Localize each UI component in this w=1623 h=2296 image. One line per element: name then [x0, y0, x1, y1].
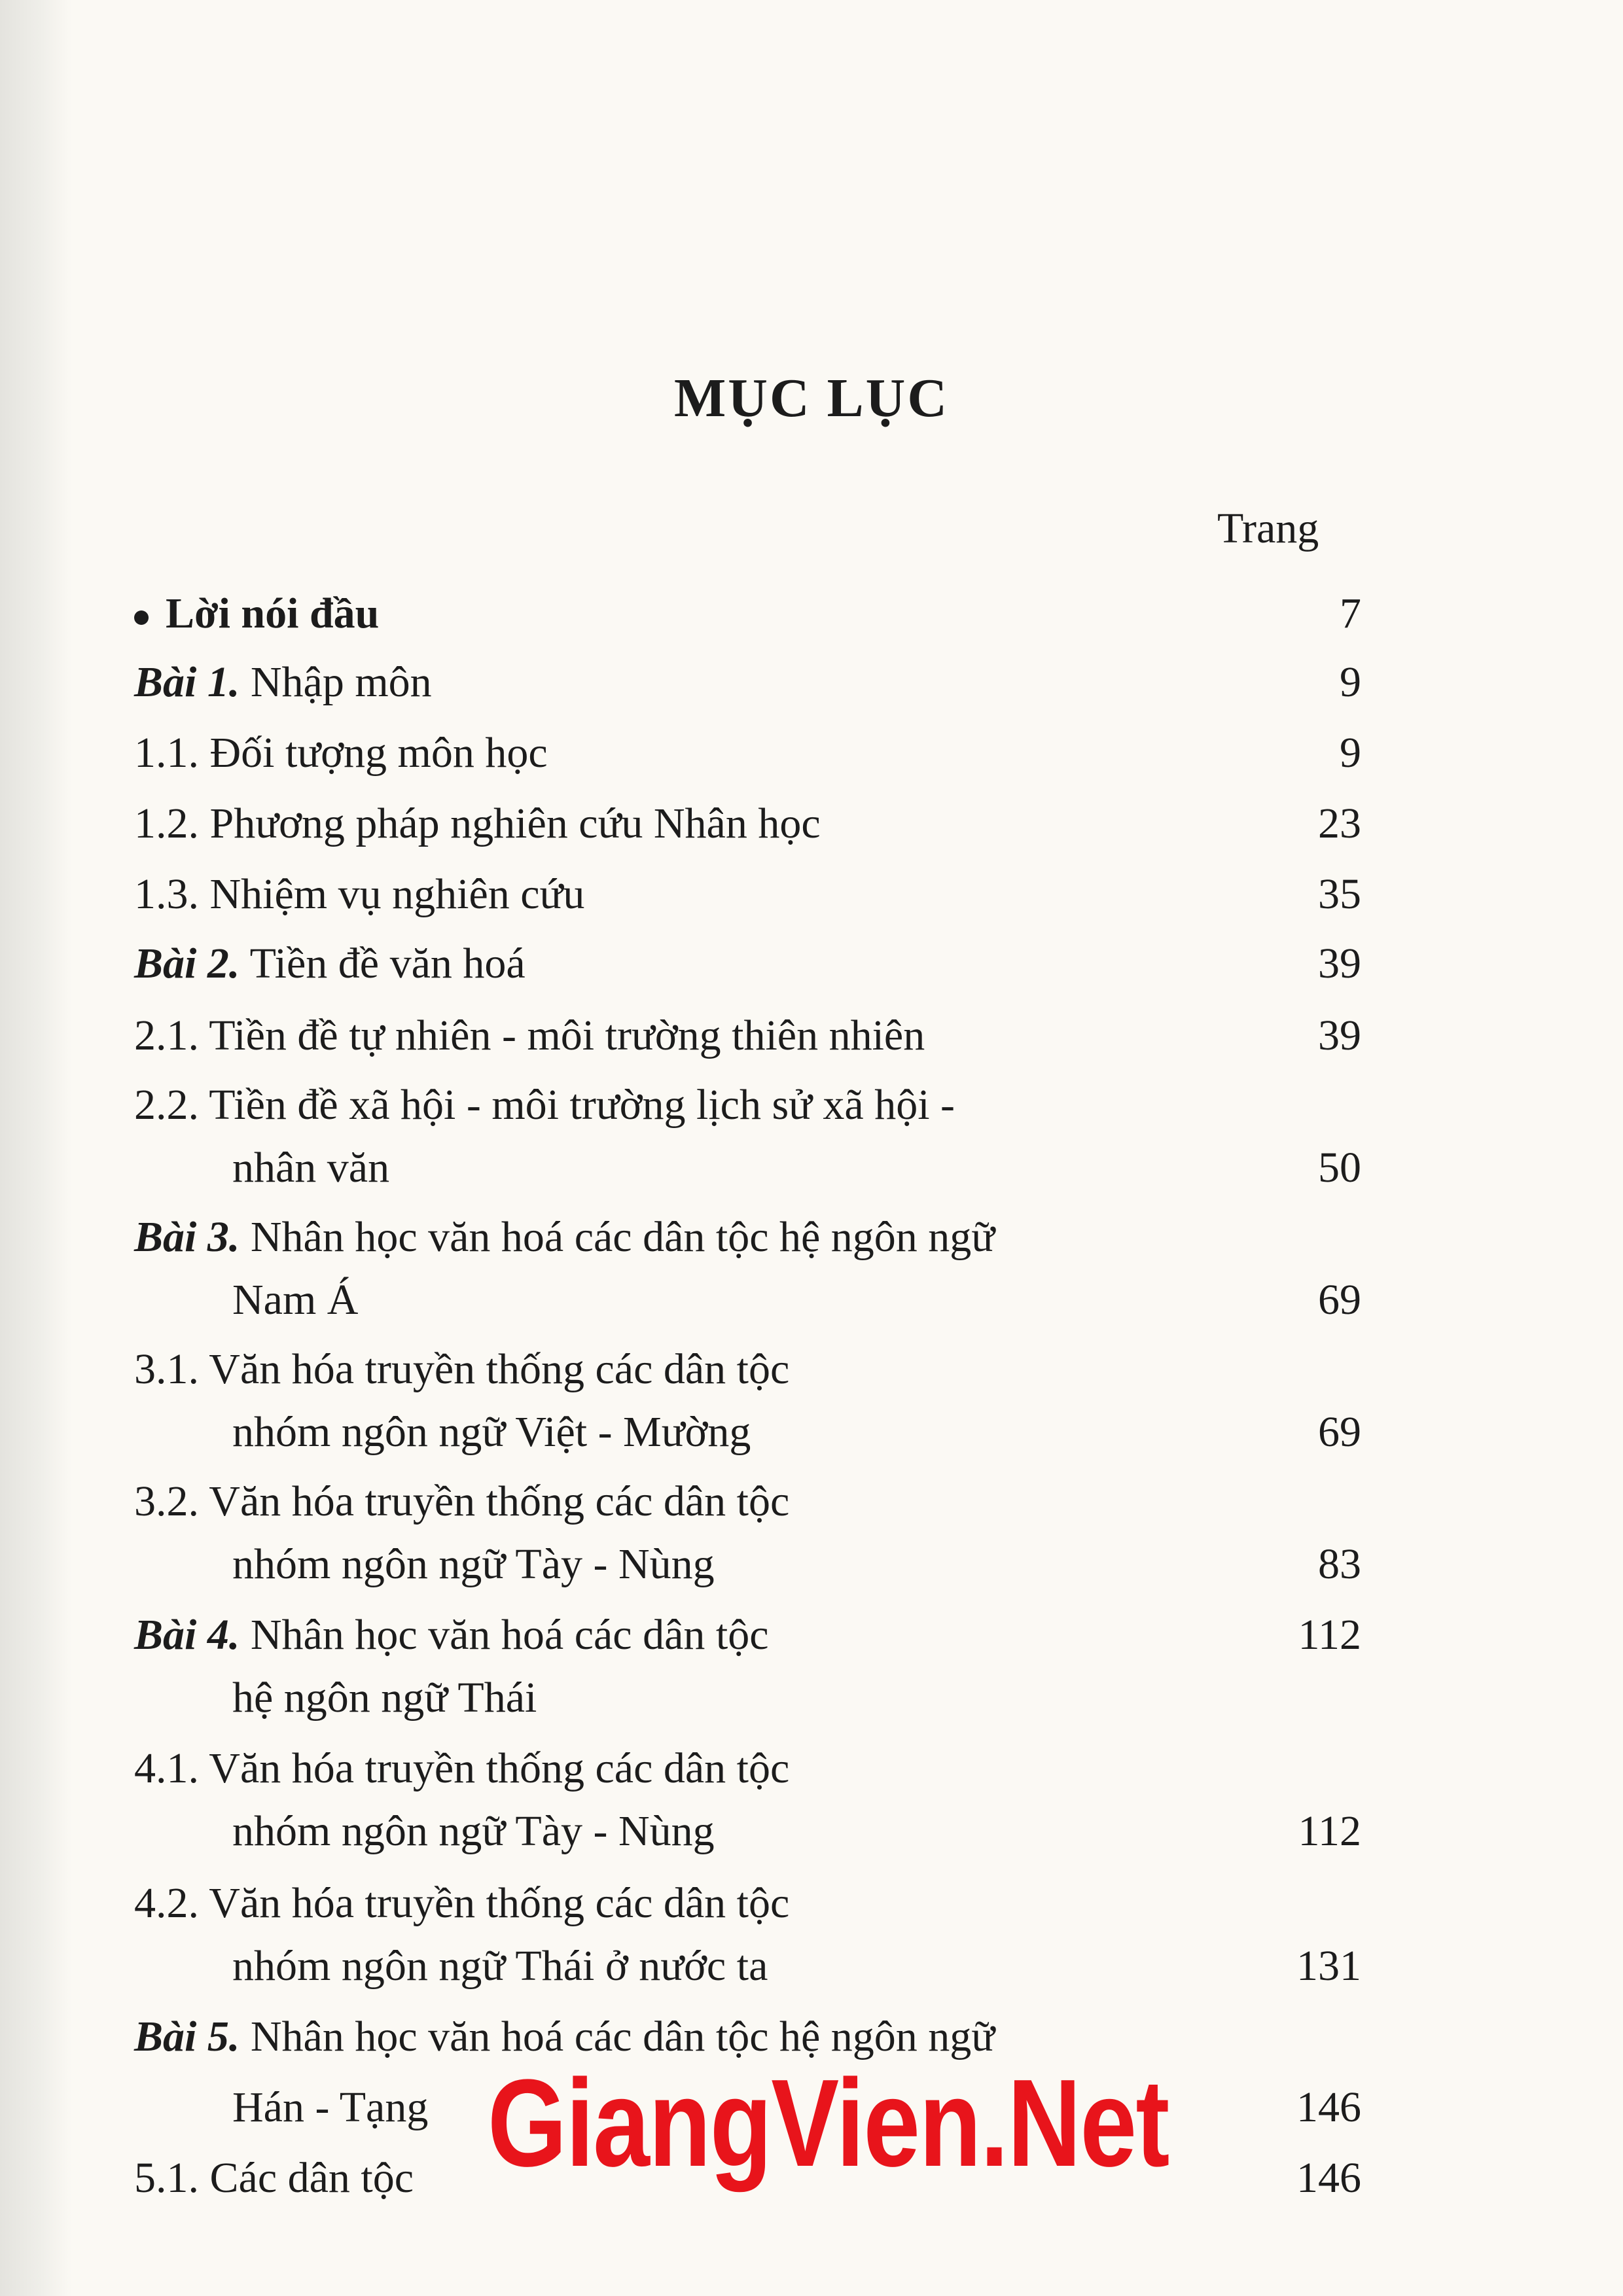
toc-entry[interactable]: 3.1. Văn hóa truyền thống các dân tộc — [134, 1345, 790, 1393]
toc-page-number: 39 — [1318, 940, 1361, 987]
toc-entry[interactable]: 4.1. Văn hóa truyền thống các dân tộc — [134, 1744, 790, 1792]
toc-page-number: 146 — [1296, 2083, 1361, 2131]
toc-page-number: 9 — [1340, 729, 1361, 777]
toc-entry-continuation: nhân văn — [232, 1144, 390, 1192]
toc-entry[interactable]: 3.2. Văn hóa truyền thống các dân tộc — [134, 1477, 790, 1525]
toc-entry-continuation: nhóm ngôn ngữ Tày - Nùng — [232, 1807, 715, 1855]
toc-page-number: 9 — [1340, 658, 1361, 706]
toc-entry[interactable]: Bài 3. Nhân học văn hoá các dân tộc hệ ngôn ngữ — [134, 1213, 995, 1261]
toc-entry-continuation: nhóm ngôn ngữ Thái ở nước ta — [232, 1942, 768, 1990]
toc-entry-continuation: nhóm ngôn ngữ Tày - Nùng — [232, 1540, 715, 1588]
toc-page-number: 7 — [1340, 590, 1361, 637]
toc-page-number: 23 — [1318, 800, 1361, 847]
toc-entry[interactable]: Lời nói đầu — [134, 592, 379, 635]
toc-entry-continuation: hệ ngôn ngữ Thái — [232, 1674, 537, 1722]
toc-entry-continuation: Hán - Tạng — [232, 2083, 429, 2131]
toc-entry[interactable]: 1.2. Phương pháp nghiên cứu Nhân học — [134, 800, 821, 847]
toc-entry-continuation: nhóm ngôn ngữ Việt - Mường — [232, 1408, 751, 1456]
toc-entry[interactable]: 4.2. Văn hóa truyền thống các dân tộc — [134, 1879, 790, 1927]
toc-page-number: 131 — [1296, 1942, 1361, 1990]
toc-page-number: 69 — [1318, 1276, 1361, 1324]
toc-entry[interactable]: 2.2. Tiền đề xã hội - môi trường lịch sử xã hội - — [134, 1081, 955, 1129]
toc-page-number: 69 — [1318, 1408, 1361, 1456]
toc-page-number: 35 — [1318, 870, 1361, 918]
toc-entry[interactable]: Bài 2. Tiền đề văn hoá — [134, 940, 526, 987]
toc-entry[interactable]: 5.1. Các dân tộc — [134, 2154, 414, 2202]
toc-page-number: 112 — [1298, 1807, 1361, 1855]
toc-entry[interactable]: 2.1. Tiền đề tự nhiên - môi trường thiên nhiên — [134, 1012, 925, 1059]
toc-entry[interactable]: Bài 5. Nhân học văn hoá các dân tộc hệ ngôn ngữ — [134, 2013, 995, 2060]
page-title: MỤC LỤC — [674, 368, 949, 429]
watermark-logo: GiangVien.Net — [488, 2054, 1169, 2193]
toc-page-number: 39 — [1318, 1012, 1361, 1059]
toc-entry[interactable]: Bài 4. Nhân học văn hoá các dân tộc — [134, 1611, 769, 1659]
toc-entry[interactable]: 1.3. Nhiệm vụ nghiên cứu — [134, 870, 585, 918]
bullet-icon — [134, 610, 149, 625]
toc-page-number: 146 — [1296, 2154, 1361, 2202]
toc-page-number: 83 — [1318, 1540, 1361, 1588]
toc-entry[interactable]: 1.1. Đối tượng môn học — [134, 729, 548, 777]
toc-entry[interactable]: Bài 1. Nhập môn — [134, 658, 432, 706]
toc-entry-continuation: Nam Á — [232, 1276, 359, 1324]
toc-page-number: 112 — [1298, 1611, 1361, 1659]
page-column-header: Trang — [1217, 504, 1319, 552]
toc-page-number: 50 — [1318, 1144, 1361, 1192]
